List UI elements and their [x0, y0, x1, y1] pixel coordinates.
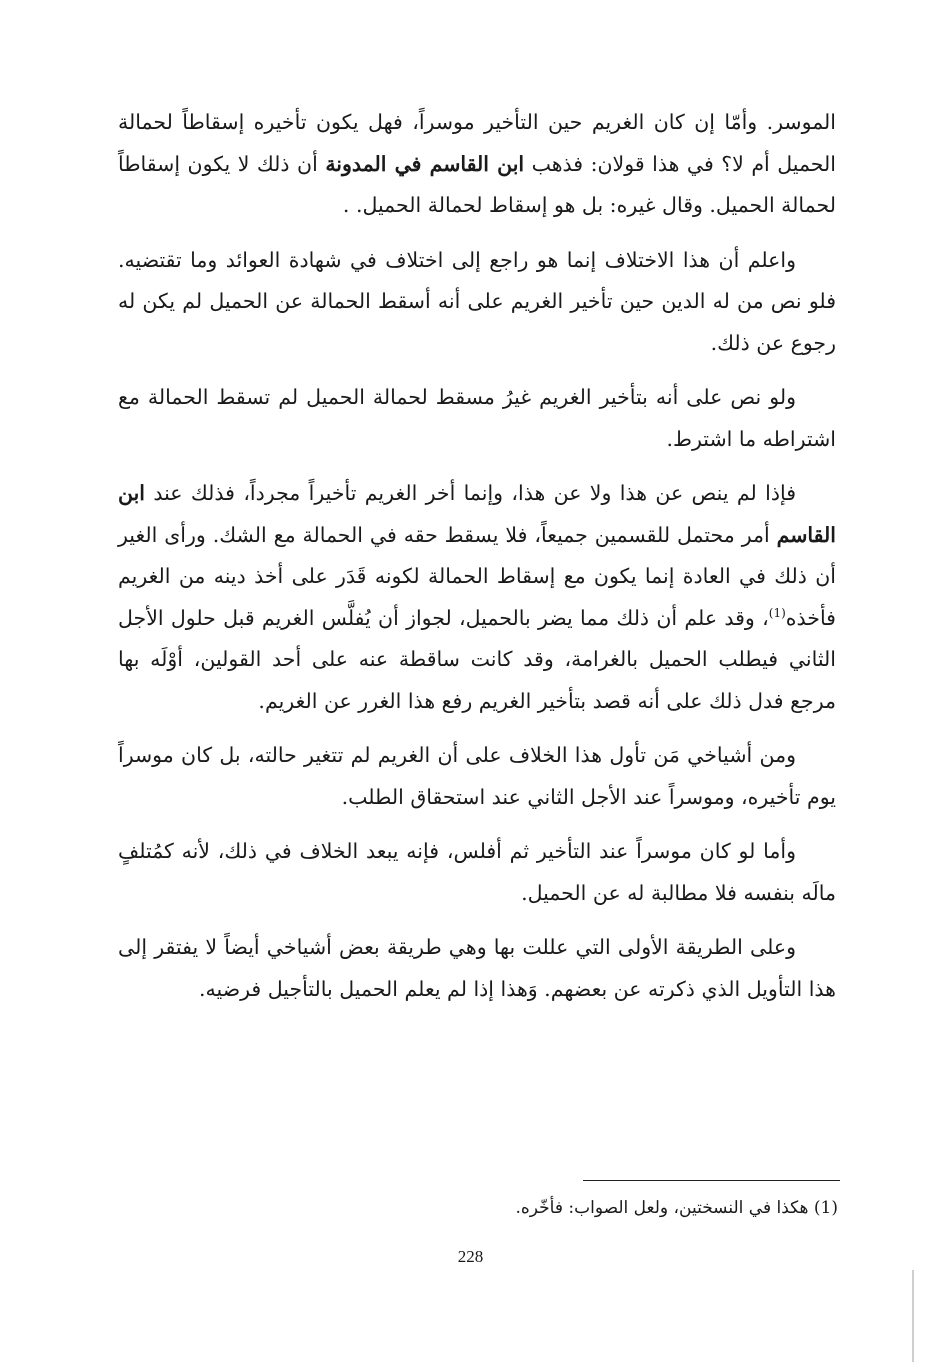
paragraph-1-bold: ابن القاسم في المدونة — [325, 151, 525, 176]
paragraph-4-part3: ، وقد علم أن ذلك مما يضر بالحميل، لجواز أن يُفلَّس الغريم قبل حلول الأجل الثاني فيطلب الحميل بالغرامة، وقد كانت ساقطة عنه على أحد القولين، أوْلَه بها مرجع فدل ذلك على أنه قصد بتأخير الغريم رفع هذا الغرر عن الغريم. — [118, 605, 836, 713]
page-number: 228 — [457, 1247, 484, 1266]
paragraph-2 — [118, 240, 836, 365]
footnote — [420, 1194, 838, 1222]
paragraph-2-text: واعلم أن هذا الاختلاف إنما هو راجع إلى اختلاف في شهادة العوائد وما تقتضيه. فلو نص من له الدين حين تأخير الغريم على أنه أسقط الحمالة عن الحميل لم يكن له رجوع عن ذلك. — [118, 247, 836, 355]
scan-edge-shadow — [912, 1270, 914, 1362]
paragraph-1-rest: أن ذلك لا يكون إسقاطاً لحمالة الحميل. وقال غيره: بل هو إسقاط لحمالة الحميل. . — [118, 151, 836, 217]
paragraph-4-part2: أمر محتمل للقسمين جميعاً، فلا يسقط حقه في الحمالة مع الشك. ورأى الغير أن ذلك في العادة إنما يكون مع إسقاط الحمالة لكونه قَدَر على أخذ دينه من الغريم فأخذه — [118, 522, 836, 630]
paragraph-3 — [118, 377, 836, 460]
paragraph-6 — [118, 831, 836, 914]
paragraph-5 — [118, 735, 836, 818]
paragraph-1-text: الموسر. وأمّا إن كان الغريم حين التأخير موسراً، فهل يكون تأخيره إسقاطاً لحمالة الحميل أم لا؟ في هذا قولان: فذهب — [118, 110, 836, 176]
main-text — [118, 102, 836, 1023]
footnote-text: هكذا في النسختين، ولعل الصواب: فأخّره. — [515, 1198, 809, 1218]
footnote-separator — [583, 1180, 840, 1181]
paragraph-4 — [118, 473, 836, 722]
footnote-reference: (1) — [768, 605, 786, 620]
paragraph-3-text: ولو نص على أنه بتأخير الغريم غيرُ مسقط لحمالة الحميل لم تسقط الحمالة مع اشتراطه ما اشترط. — [118, 385, 836, 451]
paragraph-4-part1: فإذا لم ينص عن هذا ولا عن هذا، وإنما أخر الغريم تأخيراً مجرداً، فذلك عند — [145, 481, 796, 505]
paragraph-5-text: ومن أشياخي مَن تأول هذا الخلاف على أن الغريم لم تتغير حالته، بل كان موسراً يوم تأخيره، وموسراً عند الأجل الثاني عند استحقاق الطلب. — [118, 743, 836, 809]
paragraph-7 — [118, 927, 836, 1010]
footnote-marker: (1) — [813, 1198, 838, 1218]
paragraph-4-bold: ابن القاسم — [118, 481, 836, 547]
paragraph-1 — [118, 102, 836, 227]
paragraph-7-text: وعلى الطريقة الأولى التي عللت بها وهي طريقة بعض أشياخي أيضاً لا يفتقر إلى هذا التأويل الذي ذكرته عن بعضهم. وَهذا إذا لم يعلم الحميل بالتأجيل فرضيه. — [118, 935, 836, 1001]
paragraph-6-text: وأما لو كان موسراً عند التأخير ثم أفلس، فإنه يبعد الخلاف في ذلك، لأنه كمُتلفٍ مالَه بنفسه فلا مطالبة له عن الحميل. — [118, 839, 836, 905]
